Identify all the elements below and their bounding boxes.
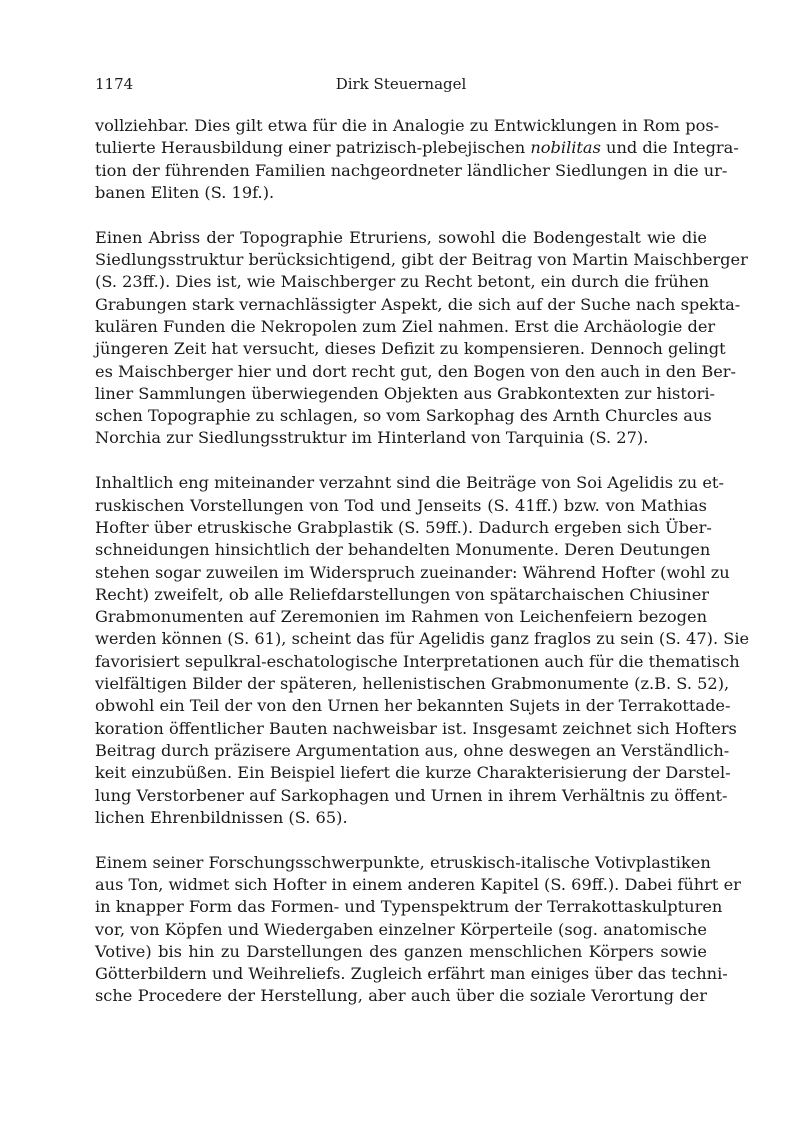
text-line: banen Eliten (S. 19f.). [95, 182, 275, 202]
text-line: vielfältigen Bilder der späteren, hellenistischen Grabmonumente (z.B. S. 52), [95, 674, 730, 694]
italic-term: nobilitas [530, 138, 601, 158]
text-line: liner Sammlungen überwiegenden Objekten aus Grabkontexten zur histori- [95, 383, 715, 403]
text-line: Inhaltlich eng miteinander verzahnt sind die Beiträge von Soi Agelidis zu et- [95, 473, 724, 493]
text-line: schen Topographie zu schlagen, so vom Sarkophag des Arnth Churcles aus [95, 406, 712, 426]
paragraph [95, 852, 741, 1008]
text-line: Einem seiner Forschungsschwerpunkte, etruskisch-italische Votivplastiken [95, 852, 711, 872]
text-line: lung Verstorbener auf Sarkophagen und Urnen in ihrem Verhältnis zu öffent- [95, 785, 728, 805]
text-line: es Maischberger hier und dort recht gut, den Bogen von den auch in den Ber- [95, 361, 737, 381]
paragraph [95, 227, 748, 450]
text-line: werden können (S. 61), scheint das für Agelidis ganz fraglos zu sein (S. 47). Sie [95, 629, 750, 649]
text-line: stehen sogar zuweilen im Widerspruch zueinander: Während Hofter (wohl zu [95, 562, 730, 582]
paragraph [95, 115, 739, 204]
text-line: tulierte Herausbildung einer patrizisch-plebejischen nobilitas und die Integra- [95, 138, 739, 158]
text-line: Hofter über etruskische Grabplastik (S. 59ff.). Dadurch ergeben sich Über- [95, 517, 712, 537]
text-line: schneidungen hinsichtlich der behandelten Monumente. Deren Deutungen [95, 540, 711, 560]
text-line: favorisiert sepulkral-eschatologische Interpretationen auch für die thematisch [95, 651, 740, 671]
text-line: (S. 23ff.). Dies ist, wie Maischberger zu Recht betont, ein durch die frühen [95, 272, 710, 292]
text-line: koration öffentlicher Bauten nachweisbar ist. Insgesamt zeichnet sich Hofters [95, 718, 737, 738]
text-line: Einen Abriss der Topographie Etruriens, sowohl die Bodengestalt wie die [95, 227, 707, 247]
paragraph [95, 472, 750, 829]
text-line: Siedlungsstruktur berücksichtigend, gibt der Beitrag von Martin Maischberger [95, 250, 748, 270]
text-line: sche Procedere der Herstellung, aber auch über die soziale Verortung der [95, 986, 707, 1006]
text-line: Grabungen stark vernachlässigter Aspekt, die sich auf der Suche nach spekta- [95, 294, 741, 314]
text-line: aus Ton, widmet sich Hofter in einem anderen Kapitel (S. 69ff.). Dabei führt er [95, 874, 741, 894]
text-line: in knapper Form das Formen- und Typenspektrum der Terrakottaskulpturen [95, 897, 723, 917]
text-line: vollziehbar. Dies gilt etwa für die in Analogie zu Entwicklungen in Rom pos- [95, 116, 720, 135]
text-line: Beitrag durch präzisere Argumentation aus, ohne deswegen an Verständlich- [95, 740, 730, 760]
text-line: ruskischen Vorstellungen von Tod und Jenseits (S. 41ff.) bzw. von Mathias [95, 495, 707, 515]
text-line: tion der führenden Familien nachgeordneter ländlicher Siedlungen in die ur- [95, 160, 728, 180]
running-head-author: Dirk Steuernagel [335, 75, 467, 93]
text-line: obwohl ein Teil der von den Urnen her bekannten Sujets in der Terrakottade- [95, 696, 731, 716]
text-line: Grabmonumenten auf Zeremonien im Rahmen von Leichenfeiern bezogen [95, 607, 707, 627]
page-number: 1174 [95, 75, 134, 93]
text-line: lichen Ehrenbildnissen (S. 65). [95, 807, 348, 827]
body-text [95, 115, 750, 1030]
text-line: jüngeren Zeit hat versucht, dieses Defizit zu kompensieren. Dennoch gelingt [95, 339, 726, 359]
text-line: keit einzubüßen. Ein Beispiel liefert die kurze Charakterisierung der Darstel- [95, 763, 731, 783]
running-head [95, 73, 707, 95]
text-line: kulären Funden die Nekropolen zum Ziel nahmen. Erst die Archäologie der [95, 316, 716, 336]
text-line: Recht) zweifelt, ob alle Reliefdarstellungen von spätarchaischen Chiusiner [95, 584, 710, 604]
text-line: Götterbildern und Weihreliefs. Zugleich erfährt man einiges über das techni- [95, 964, 728, 984]
text-line: Norchia zur Siedlungsstruktur im Hinterland von Tarquinia (S. 27). [95, 428, 649, 448]
text-line: vor, von Köpfen und Wiedergaben einzelner Körperteile (sog. anatomische [95, 919, 707, 939]
text-line: Votive) bis hin zu Darstellungen des ganzen menschlichen Körpers sowie [95, 941, 707, 961]
